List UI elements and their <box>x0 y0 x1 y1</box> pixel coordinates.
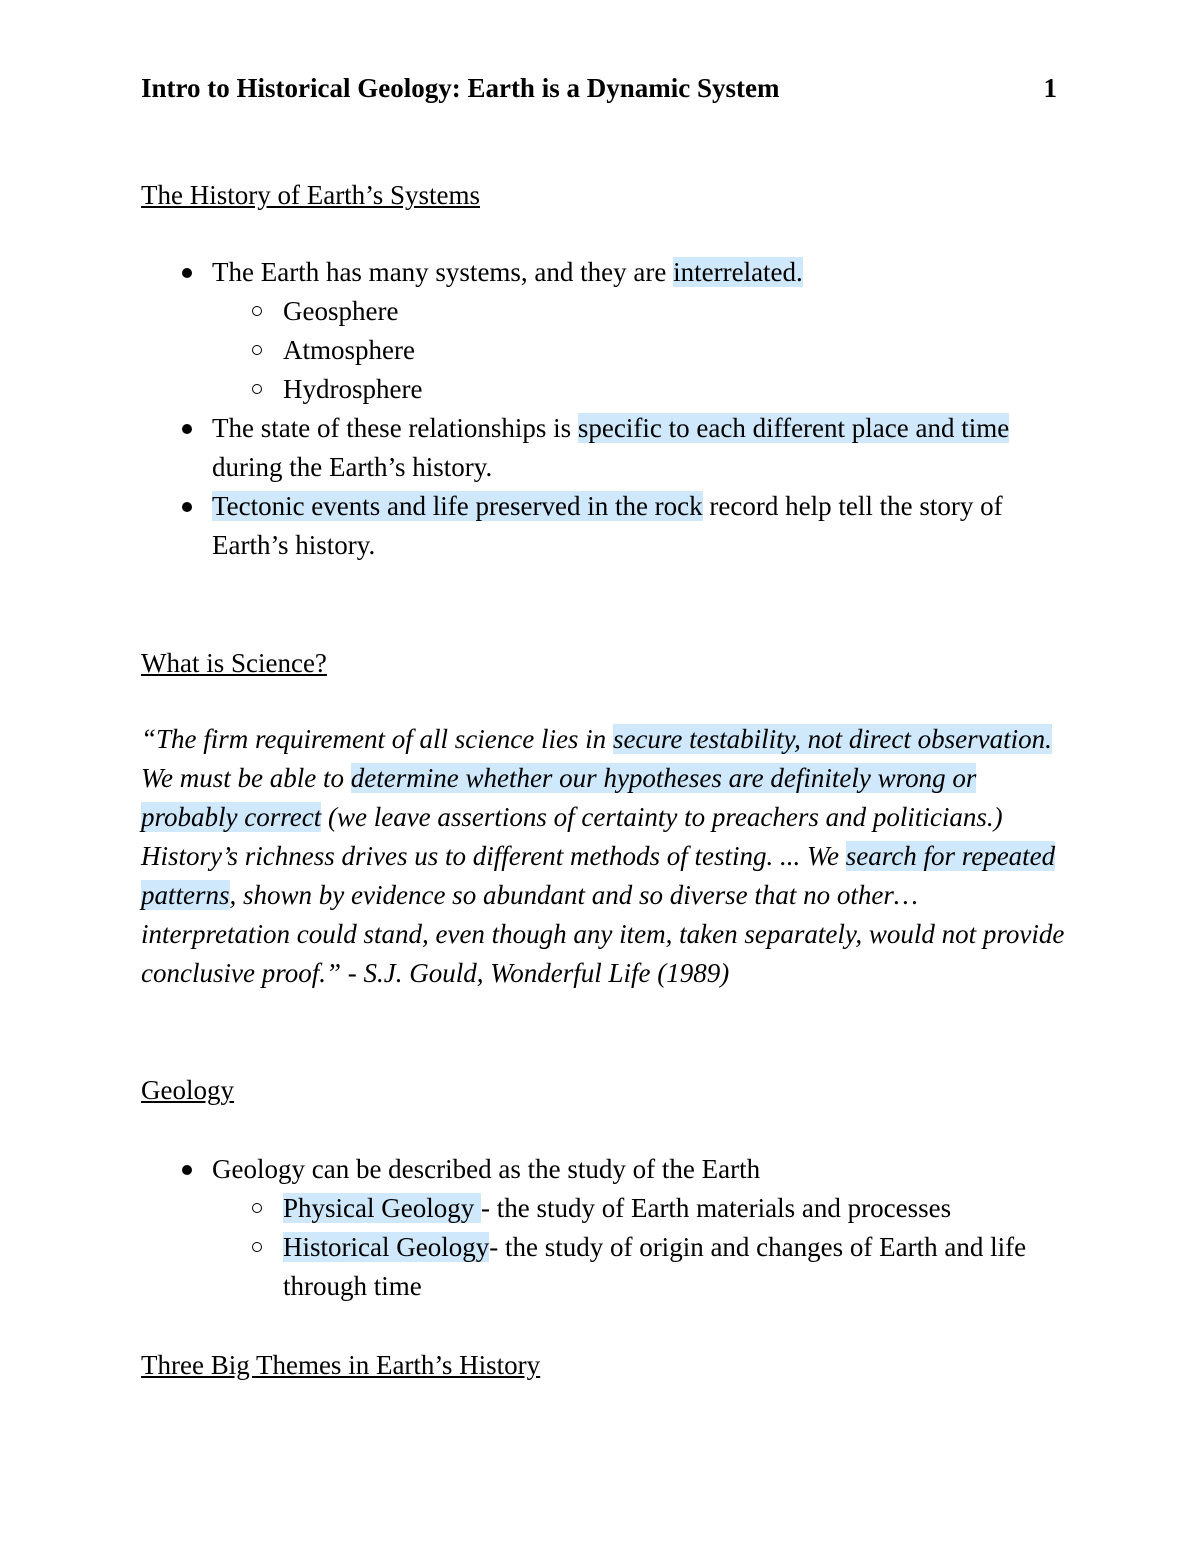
page-number: 1 <box>1043 73 1057 103</box>
highlight: specific to each different place and time <box>577 413 1010 443</box>
section-heading-three-big-themes: Three Big Themes in Earth’s History <box>141 1350 541 1380</box>
sub-list-item: Hydrosphere <box>212 370 1061 409</box>
highlight: Tectonic events and life preserved in the rock <box>212 491 703 521</box>
highlight: secure testability, not direct observation. <box>612 724 1052 754</box>
highlight: determine whether our hypotheses are definitely wrong or probably correct <box>141 763 977 832</box>
sub-list <box>212 292 1061 409</box>
section-heading-what-is-science: What is Science? <box>141 648 327 678</box>
sub-list-item: Geosphere <box>212 292 1061 331</box>
sub-list <box>212 1189 1061 1306</box>
highlight: Historical Geology <box>283 1232 490 1262</box>
list-item: The state of these relationships is specific to each different place and time during the Earth’s history. <box>141 409 1061 487</box>
list-item: Tectonic events and life preserved in the rock record help tell the story of Earth’s history. <box>141 487 1061 565</box>
earth-systems-list <box>141 253 1061 565</box>
section-heading-geology: Geology <box>141 1075 234 1105</box>
list-item: The Earth has many systems, and they are interrelated. Geosphere Atmosphere Hydrosphere <box>141 253 1061 409</box>
quote-attribution: S.J. Gould, Wonderful Life (1989) <box>363 958 730 988</box>
highlight: Physical Geology <box>283 1193 481 1223</box>
gould-quote: “The firm requirement of all science lies in secure testability, not direct observation. We must be able to determine whether our hypotheses are definitely wrong or probably correct (we leave assertions of certainty to preachers and politicians.) History’s richness drives us to different methods of testing. ... We search for repeated patterns, shown by evidence so abundant and so diverse that no other… interpretation could stand, even though any item, taken separately, would not provide conclusive proof.” - S.J. Gould, Wonderful Life (1989) <box>141 724 1065 988</box>
sub-list-item: Atmosphere <box>212 331 1061 370</box>
highlight: search for repeated patterns <box>141 841 1056 910</box>
document-title: Intro to Historical Geology: Earth is a Dynamic System <box>141 73 780 103</box>
section-heading-earth-systems: The History of Earth’s Systems <box>141 180 480 210</box>
sub-list-item: Historical Geology- the study of origin and changes of Earth and life through time <box>212 1228 1061 1306</box>
list-item: Geology can be described as the study of the Earth Physical Geology - the study of Earth materials and processes Historical Geology- the study of origin and changes of Earth and life through time <box>141 1150 1061 1306</box>
geology-list <box>141 1150 1061 1306</box>
page-header <box>141 68 1057 108</box>
highlight: interrelated. <box>673 257 803 287</box>
sub-list-item: Physical Geology - the study of Earth materials and processes <box>212 1189 1061 1228</box>
